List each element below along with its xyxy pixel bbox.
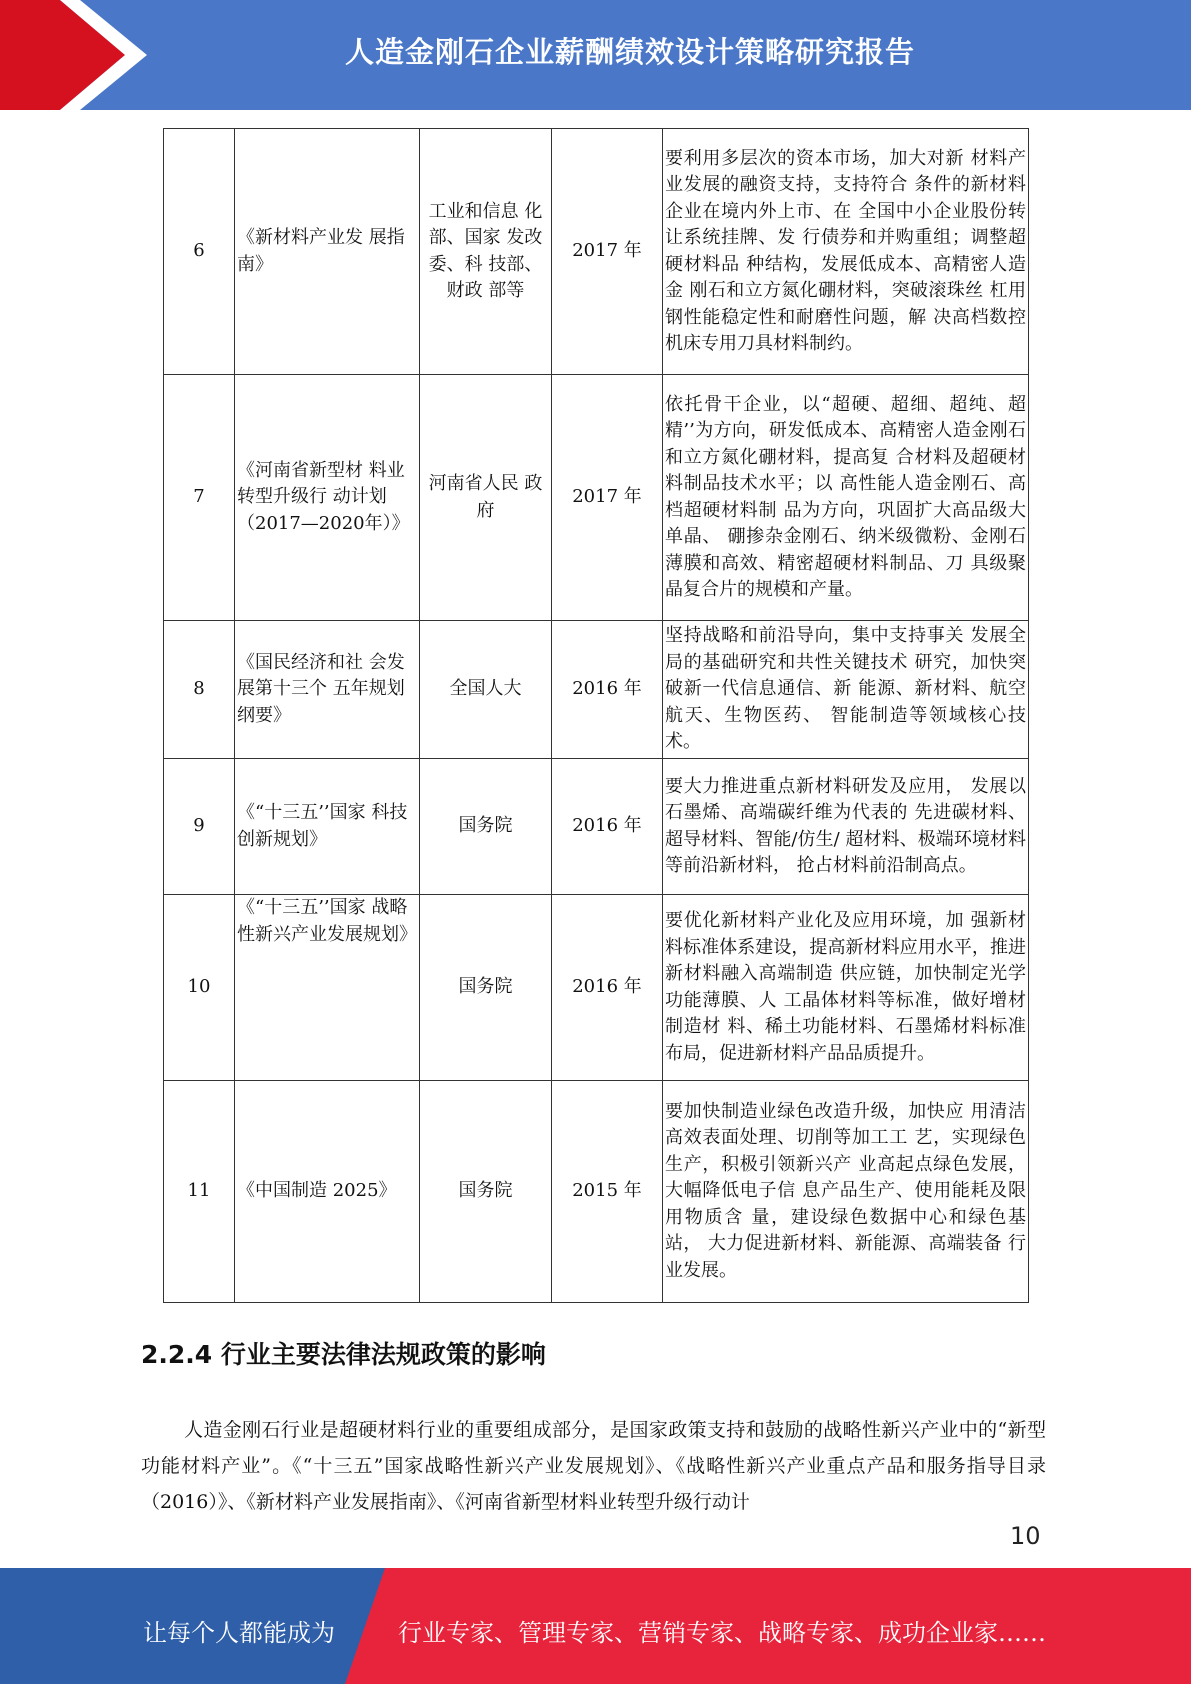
issue-year: 2016 年 [552,895,663,1081]
page-footer [0,1568,1191,1684]
issue-year: 2015 年 [552,1081,663,1303]
issuing-authority: 国务院 [420,895,552,1081]
issue-year: 2016 年 [552,759,663,895]
issuing-authority: 国务院 [420,1081,552,1303]
table-row [164,759,1029,895]
footer-slogan-left: 让每个人都能成为 [143,1619,335,1647]
report-title: 人造金刚石企业薪酬绩效设计策略研究报告 [344,35,915,69]
row-number: 11 [164,1081,235,1303]
issuing-authority: 国务院 [420,759,552,895]
issuing-authority: 全国人大 [420,621,552,759]
policy-table [163,128,1029,1303]
header-arrow-graphic [0,0,300,110]
body-paragraph: 人造金刚石行业是超硬材料行业的重要组成部分，是国家政策支持和鼓励的战略性新兴产业中的“新型功能材料产业”。《“十三五”国家战略性新兴产业发展规划》、《战略性新兴产业重点产品和服务指导目录（2016）》、《新材料产业发展指南》、《河南省新型材料业转型升级行动计 [141,1419,1046,1513]
issuing-authority: 工业和信息 化部、国家 发改委、科 技部、财政 部等 [420,129,552,375]
issue-year: 2016 年 [552,621,663,759]
policy-name: 《河南省新型材 料业转型升级行 动计划（2017—2020年）》 [235,375,420,621]
table-row [164,895,1029,1081]
row-number: 7 [164,375,235,621]
table-row [164,129,1029,375]
table-row [164,621,1029,759]
policy-name: 《新材料产业发 展指南》 [235,129,420,375]
policy-content: 要优化新材料产业化及应用环境，加 强新材料标准体系建设，提高新材料应用水平，推进新材料融入高端制造 供应链，加快制定光学功能薄膜、人 工晶体材料等标准，做好增材制造材 料、稀土功能材料、石墨烯材料标准 布局，促进新材料产品品质提升。 [663,895,1029,1081]
table-row [164,1081,1029,1303]
policy-content: 要利用多层次的资本市场，加大对新 材料产业发展的融资支持，支持符合 条件的新材料企业在境内外上市、在 全国中小企业股份转让系统挂牌、发 行债券和并购重组；调整超硬材料品 种结构，发展低成本、高精密人造金 刚石和立方氮化硼材料，突破滚珠丝 杠用钢性能稳定性和耐磨性问题，解 决高档数控机床专用刀具材料制约。 [663,129,1029,375]
policy-content: 要加快制造业绿色改造升级，加快应 用清洁高效表面处理、切削等加工工 艺，实现绿色生产，积极引领新兴产 业高起点绿色发展，大幅降低电子信 息产品生产、使用能耗及限用物质含 量，建设绿色数据中心和绿色基站， 大力促进新材料、新能源、高端装备 行业发展。 [663,1081,1029,1303]
issue-year: 2017 年 [552,129,663,375]
page-header [0,0,1191,110]
row-number: 6 [164,129,235,375]
policy-name: 《国民经济和社 会发展第十三个 五年规划纲要》 [235,621,420,759]
section-heading: 2.2.4 行业主要法律法规政策的影响 [141,1340,546,1369]
table-row [164,375,1029,621]
policy-name: 《“十三五’’国家 科技创新规划》 [235,759,420,895]
policy-name: 《“十三五’’国家 战略性新兴产业发展规划》 [235,895,420,1081]
policy-name: 《中国制造 2025》 [235,1081,420,1303]
policy-content: 要大力推进重点新材料研发及应用， 发展以石墨烯、高端碳纤维为代表的 先进碳材料、超导材料、智能/仿生/ 超材料、极端环境材料等前沿新材料， 抢占材料前沿制高点。 [663,759,1029,895]
issue-year: 2017 年 [552,375,663,621]
issuing-authority: 河南省人民 政府 [420,375,552,621]
row-number: 10 [164,895,235,1081]
footer-slogan-right: 行业专家、管理专家、营销专家、战略专家、成功企业家…… [398,1619,1046,1647]
policy-content: 坚持战略和前沿导向，集中支持事关 发展全局的基础研究和共性关键技术 研究，加快突破新一代信息通信、新 能源、新材料、航空航天、生物医药、 智能制造等领域核心技术。 [663,621,1029,759]
policy-content: 依托骨干企业，以“超硬、超细、超纯、超精’’为方向，研发低成本、高精密人造金刚石和立方氮化硼材料，提高复 合材料及超硬材料制品技术水平；以 高性能人造金刚石、高档超硬材料制 品为方向，巩固扩大高品级大单晶、 硼掺杂金刚石、纳米级微粉、金刚石 薄膜和高效、精密超硬材料制品、刀 具级聚晶复合片的规模和产量。 [663,375,1029,621]
row-number: 9 [164,759,235,895]
page-number: 10 [1010,1522,1041,1550]
row-number: 8 [164,621,235,759]
